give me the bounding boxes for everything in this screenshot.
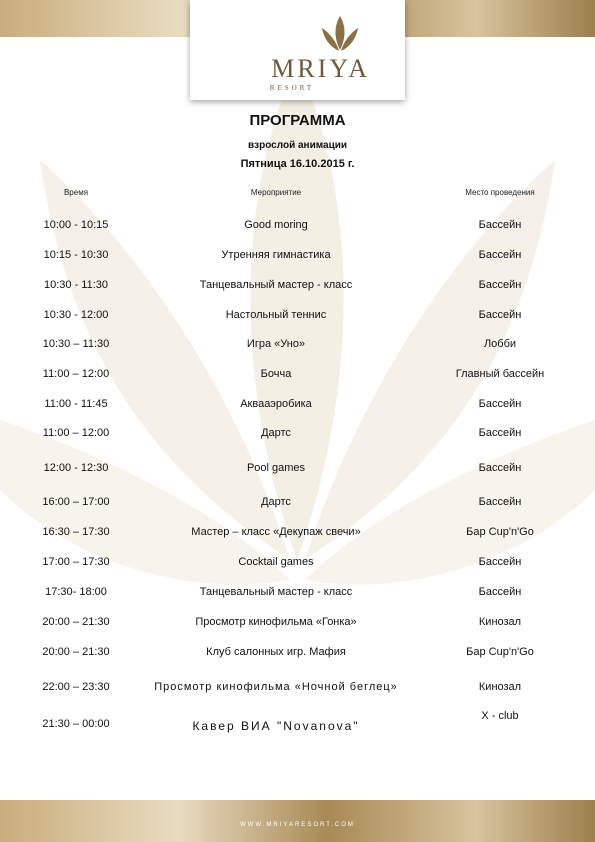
row-time: 11:00 – 12:00: [42, 427, 110, 439]
schedule-row: [0, 526, 595, 542]
schedule-row: [0, 427, 595, 443]
row-place: Бассейн: [478, 309, 522, 321]
schedule-row: [0, 462, 595, 478]
schedule-row: [0, 496, 595, 512]
row-place: Бассейн: [478, 427, 522, 439]
row-time: 22:00 – 23:30: [42, 681, 110, 693]
row-time: 11:00 – 12:00: [42, 368, 110, 380]
row-event: Игра «Уно»: [246, 338, 306, 350]
row-place: Бассейн: [478, 586, 522, 598]
row-time: 12:00 - 12:30: [43, 462, 109, 474]
row-event: Мастер – класс «Декупаж свечи»: [191, 526, 361, 538]
row-time: 10:30 – 11:30: [42, 338, 110, 350]
row-event: Good moring: [244, 219, 308, 231]
row-event: Утренняя гимнастика: [221, 249, 331, 261]
row-place: Бассейн: [478, 496, 522, 508]
schedule-row: [0, 616, 595, 632]
row-place: Кинозал: [478, 616, 522, 628]
program-date: Пятница 16.10.2015 г.: [240, 158, 355, 170]
row-place: Бар Cup'n'Go: [466, 526, 534, 538]
program-subtitle: взрослой анимации: [247, 140, 348, 151]
row-event: Танцевальный мастер - класс: [199, 279, 353, 291]
row-place: X - club: [481, 710, 519, 722]
schedule-row: [0, 710, 595, 740]
row-time: 10:15 - 10:30: [43, 249, 109, 261]
schedule-row: [0, 219, 595, 235]
row-event: Настольный теннис: [225, 309, 327, 321]
schedule-row: [0, 249, 595, 265]
column-header-time: Время: [63, 188, 89, 197]
row-time: 17:30- 18:00: [45, 586, 107, 598]
schedule-row: [0, 556, 595, 572]
row-time: 16:00 – 17:00: [42, 496, 110, 508]
row-place: Бассейн: [478, 249, 522, 261]
row-event: Pool games: [246, 462, 306, 474]
row-place: Бассейн: [478, 462, 522, 474]
row-time: 17:00 – 17:30: [42, 556, 110, 568]
schedule-row: [0, 309, 595, 325]
row-event: Бочча: [260, 368, 292, 380]
row-time: 10:30 - 12:00: [43, 309, 109, 321]
row-time: 11:00 - 11:45: [44, 398, 108, 410]
row-place: Кинозал: [478, 681, 522, 693]
row-event: Танцевальный мастер - класс: [199, 586, 353, 598]
row-place: Бассейн: [478, 398, 522, 410]
row-event: Дартс: [261, 427, 291, 439]
row-time: 20:00 – 21:30: [42, 616, 110, 628]
bottom-gold-band: [0, 800, 595, 842]
footer-website: WWW.MRIYARESORT.COM: [240, 822, 355, 828]
row-place: Бассейн: [478, 279, 522, 291]
row-place: Главный бассейн: [455, 368, 545, 380]
program-title: ПРОГРАММА: [249, 112, 346, 129]
row-event: Просмотр кинофильма «Гонка»: [195, 616, 357, 628]
row-place: Бассейн: [478, 219, 522, 231]
row-event: Просмотр кинофильма «Ночной беглец»: [154, 681, 398, 693]
row-place: Бассейн: [478, 556, 522, 568]
schedule-row: [0, 398, 595, 414]
brand-logo-text: MRIYA: [271, 54, 370, 83]
lotus-leaf-icon: [318, 14, 362, 58]
schedule-row: [0, 368, 595, 384]
row-time: 10:30 - 11:30: [43, 279, 108, 291]
row-event: Дартс: [261, 496, 291, 508]
row-time: 21:30 – 00:00: [42, 718, 110, 730]
schedule-row: [0, 681, 595, 697]
row-event: Кавер ВИА "Novanova": [192, 719, 360, 733]
row-place: Бар Cup'n'Go: [466, 646, 534, 658]
row-event: Клуб салонных игр. Мафия: [206, 646, 346, 658]
row-event: Аквааэробика: [240, 398, 312, 410]
column-header-place: Место проведения: [465, 188, 535, 197]
schedule-row: [0, 338, 595, 354]
schedule-row: [0, 279, 595, 295]
brand-logo-subtext: RESORT: [269, 84, 315, 92]
row-time: 20:00 – 21:30: [42, 646, 110, 658]
row-event: Cocktail games: [238, 556, 314, 568]
logo-panel: [190, 0, 405, 100]
row-place: Лобби: [483, 338, 517, 350]
column-header-event: Мероприятие: [250, 188, 302, 197]
schedule-row: [0, 586, 595, 602]
schedule-row: [0, 646, 595, 662]
row-time: 10:00 - 10:15: [43, 219, 109, 231]
row-time: 16:30 – 17:30: [42, 526, 110, 538]
